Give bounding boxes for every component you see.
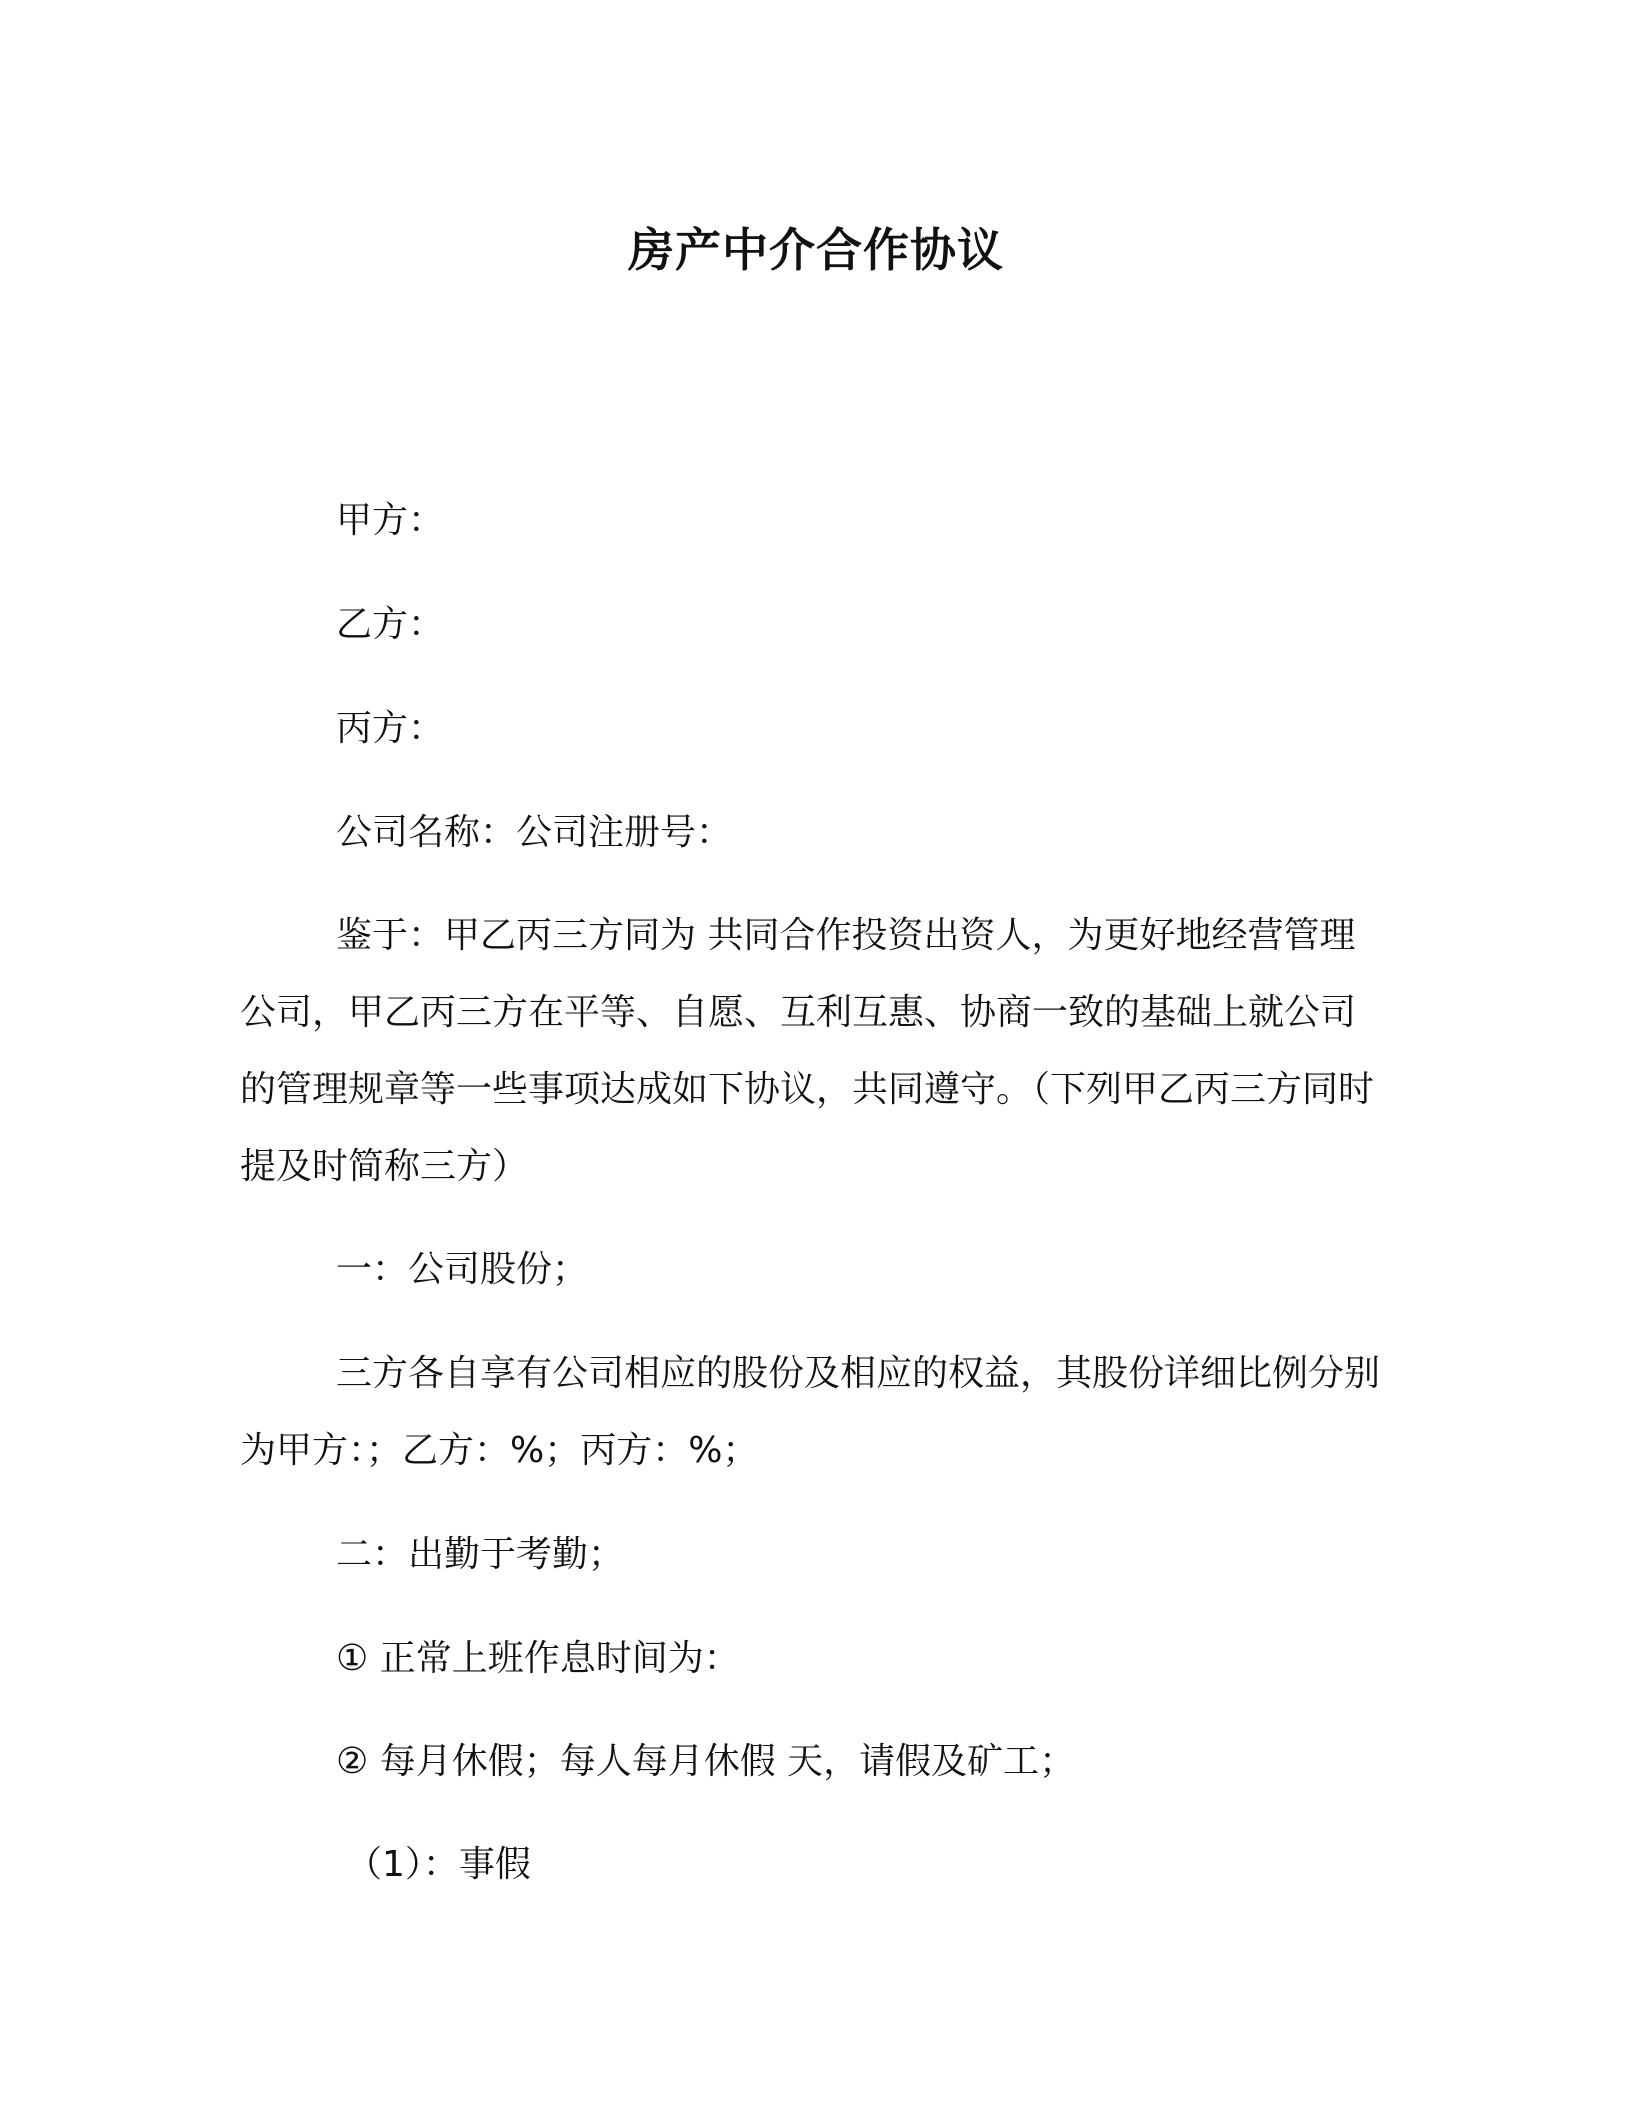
section-1-heading: 一：公司股份； [336,1249,589,1290]
share-ratio-paragraph: 三方各自享有公司相应的股份及相应的权益，其股份详细比例分别为甲方：；乙方：%；丙方：%； [240,1353,1381,1471]
document-title: 房产中介合作协议 [628,223,1004,277]
preamble-paragraph: 鉴于：甲乙丙三方同为 共同合作投资出资人，为更好地经营管理公司，甲乙丙三方在平等、自愿、互利互惠、协商一致的基础上就公司的管理规章等一些事项达成如下协议，共同遵守。（下列甲乙丙三方同时提及时简称三方） [240,915,1375,1187]
party-b-line: 乙方： [336,604,445,645]
personal-leave-item: （1）：事假 [346,1844,531,1885]
section-2-heading: 二：出勤于考勤； [336,1534,625,1575]
party-c-line: 丙方： [336,708,445,749]
party-a-line: 甲方： [336,500,445,541]
company-info-line: 公司名称：公司注册号： [336,812,733,853]
monthly-leave-item: ② 每月休假；每人每月休假 天，请假及矿工； [336,1741,1076,1782]
work-hours-item: ① 正常上班作息时间为： [336,1638,740,1679]
